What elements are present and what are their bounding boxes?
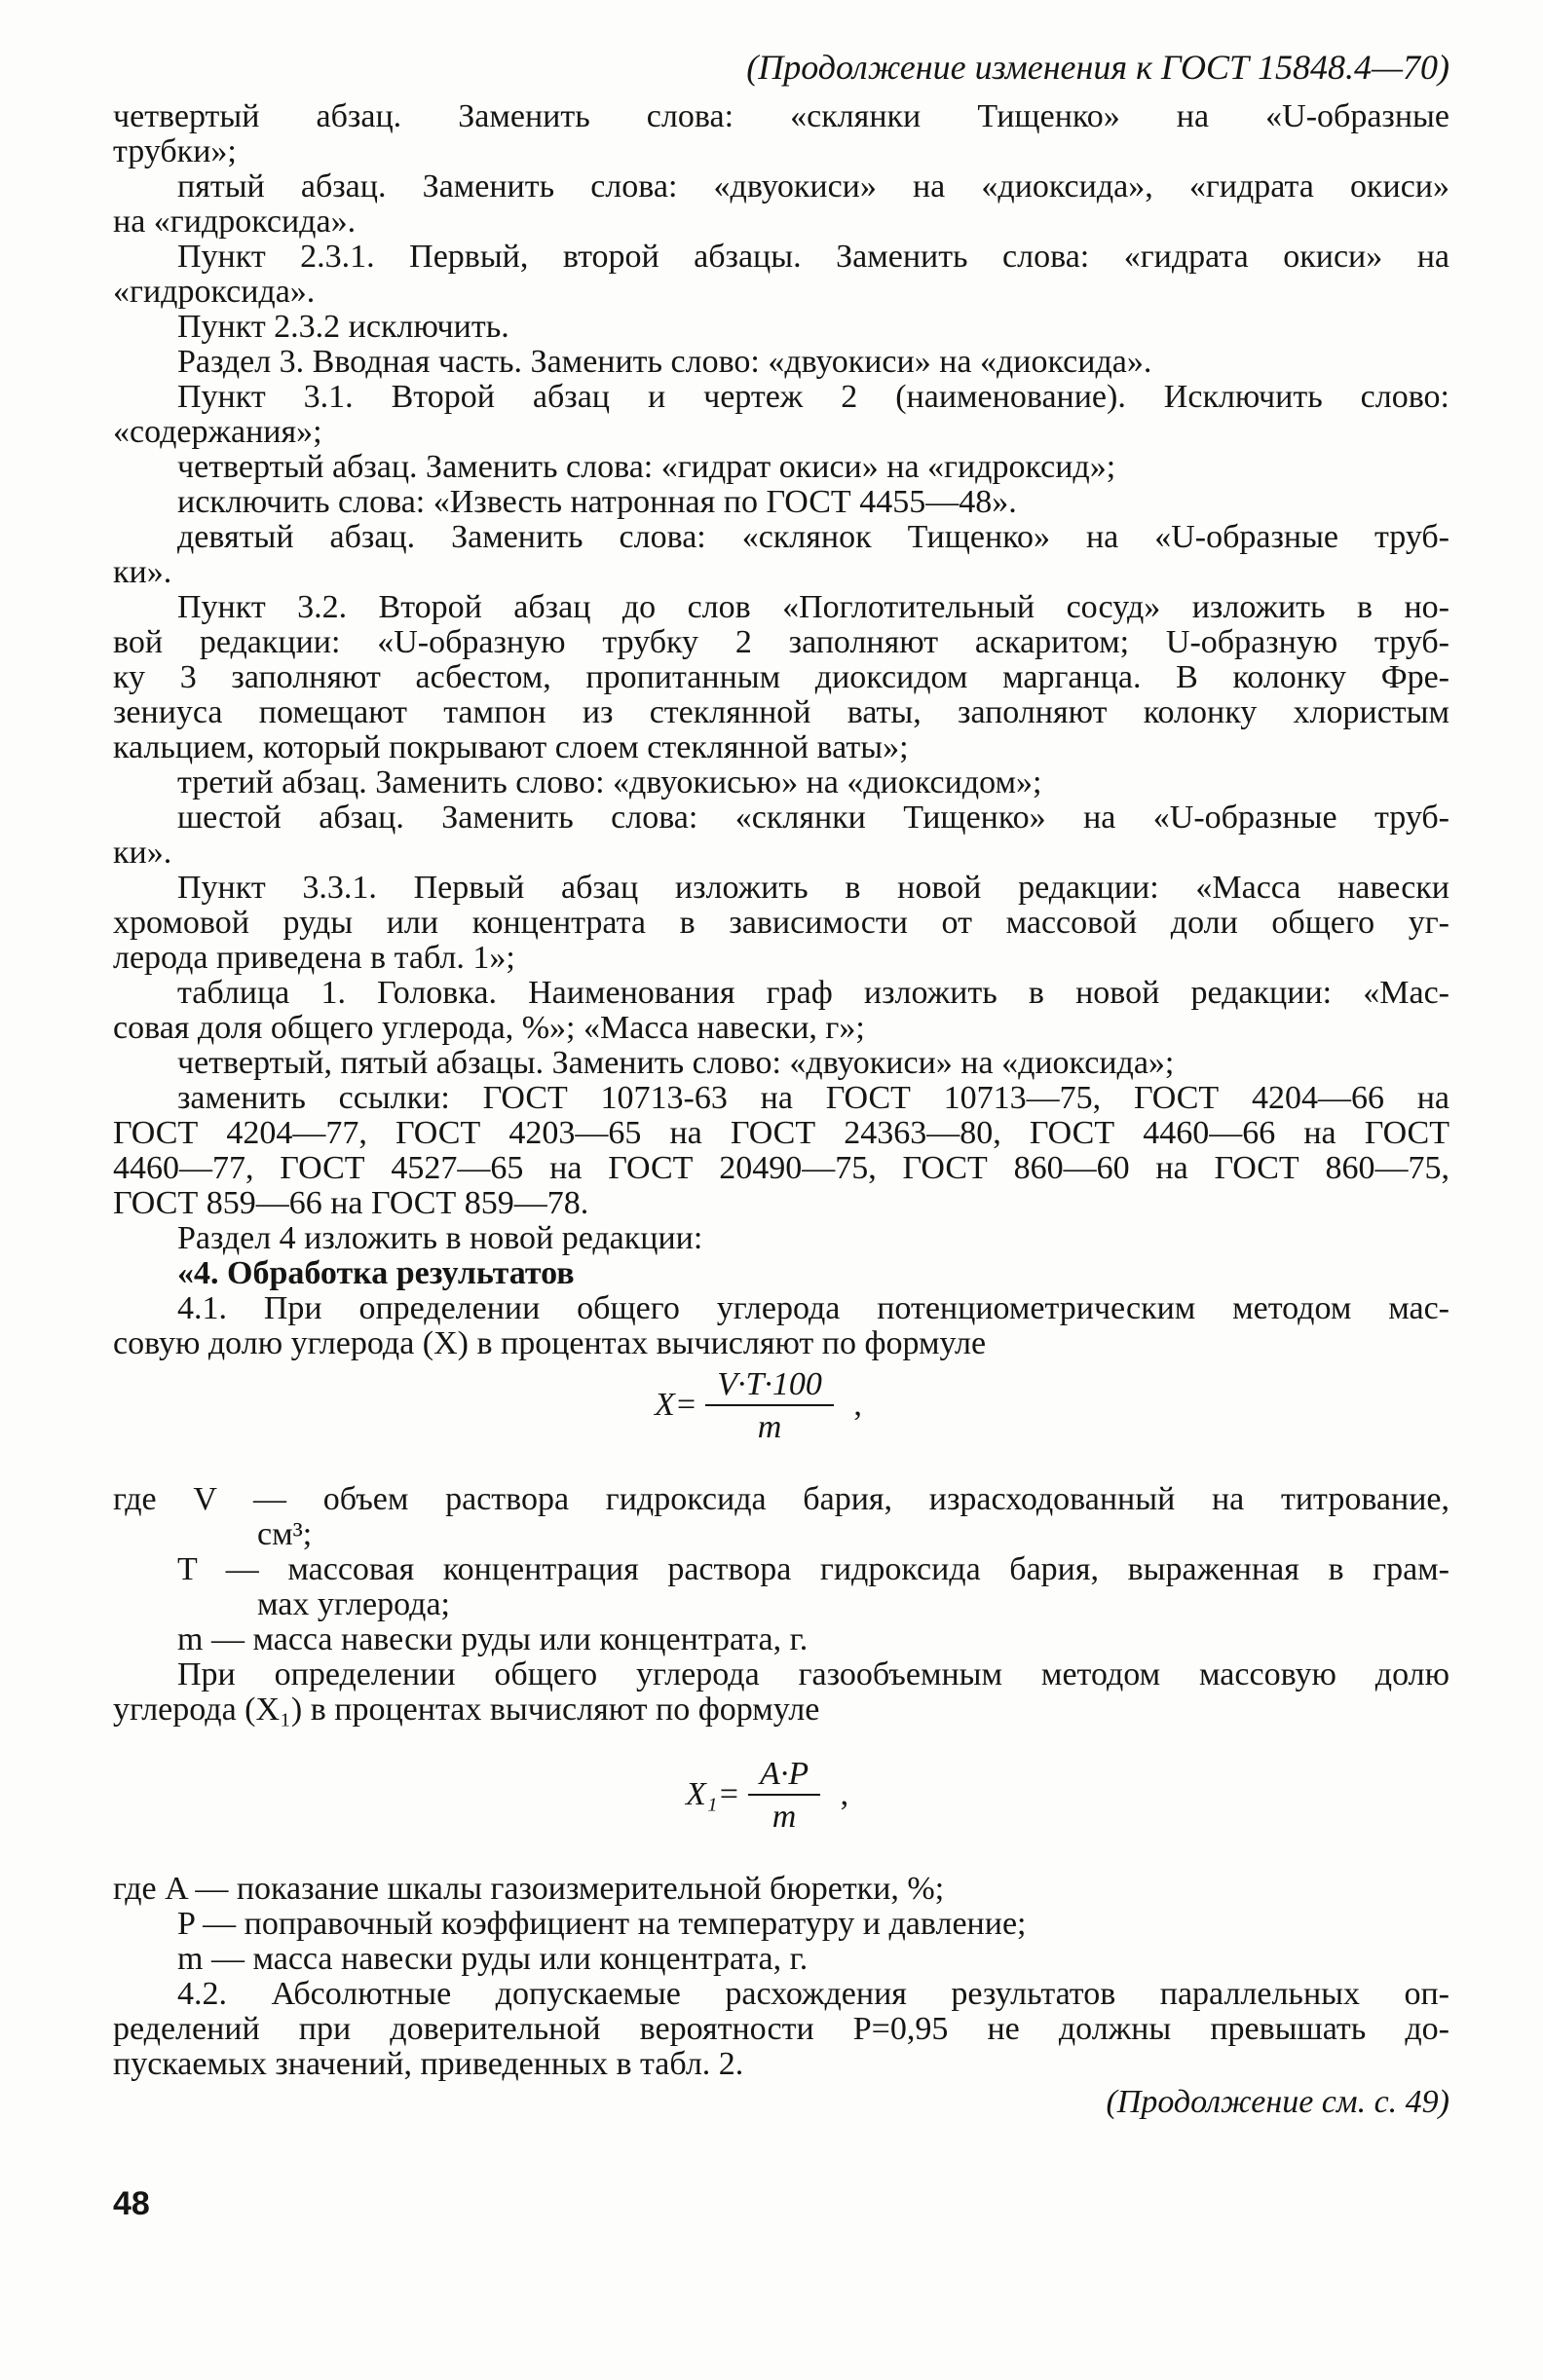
text-line: «содержания»; <box>113 414 322 450</box>
text-line: четвертый абзац. Заменить слова: «склянки Тищенко» на «U-образные <box>113 98 1449 134</box>
text-line: 4460—77, ГОСТ 4527—65 на ГОСТ 20490—75, ГОСТ 860—60 на ГОСТ 860—75, <box>113 1150 1449 1186</box>
text-line: лерода приведена в табл. 1»; <box>113 940 515 976</box>
text-block-top <box>113 99 1449 1361</box>
formula-numerator: A·P <box>748 1755 820 1796</box>
formula-numerator: V·T·100 <box>705 1365 834 1406</box>
text-line: трубки»; <box>113 133 237 169</box>
text-line: m — масса навески руды или концентрата, г. <box>177 1621 809 1657</box>
formula-fraction <box>748 1755 820 1839</box>
formula-lhs: X= <box>655 1386 697 1423</box>
formula-fraction <box>705 1365 834 1449</box>
text-line: ГОСТ 859—66 на ГОСТ 859—78. <box>113 1185 589 1221</box>
page-number: 48 <box>113 2185 150 2222</box>
text-line: 4.2. Абсолютные допускаемые расхождения результатов параллельных оп- <box>177 1976 1449 2012</box>
text-line: m — масса навески руды или концентрата, г. <box>177 1941 809 1977</box>
text-line: Пункт 2.3.1. Первый, второй абзацы. Заменить слова: «гидрата окиси» на <box>177 239 1449 275</box>
text-line: заменить ссылки: ГОСТ 10713-63 на ГОСТ 10713—75, ГОСТ 4204—66 на <box>177 1080 1449 1116</box>
text-line: на «гидроксида». <box>113 204 357 240</box>
text-line: При определении общего углерода газообъемным методом массовую долю <box>177 1656 1449 1692</box>
text-line: хромовой руды или концентрата в зависимости от массовой доли общего уг- <box>113 905 1449 941</box>
text-line: зениуса помещают тампон из стеклянной ваты, заполняют колонку хлористым <box>113 694 1449 730</box>
formula-comma: , <box>853 1386 862 1423</box>
text-line: Пункт 3.1. Второй абзац и чертеж 2 (наименование). Исключить слово: <box>177 379 1449 415</box>
text-line: где A — показание шкалы газоизмерительной бюретки, %; <box>113 1871 945 1907</box>
formula-denominator: m <box>757 1409 782 1445</box>
text-line: T — массовая концентрация раствора гидроксида бария, выраженная в грам- <box>177 1551 1449 1587</box>
formula-x <box>655 1365 862 1449</box>
text-line: «гидроксида». <box>113 274 316 310</box>
text-line: ки». <box>113 554 172 590</box>
text-line: шестой абзац. Заменить слова: «склянки Тищенко» на «U-образные труб- <box>177 800 1449 836</box>
text-line: совая доля общего углерода, %»; «Масса навески, г»; <box>113 1010 865 1046</box>
text-line: Пункт 3.3.1. Первый абзац изложить в новой редакции: «Масса навески <box>177 870 1449 906</box>
text-line: исключить слова: «Известь натронная по ГОСТ 4455—48». <box>177 484 1017 520</box>
text-block-bottom <box>113 1872 1449 2082</box>
text-line: Раздел 4 изложить в новой редакции: <box>177 1220 703 1256</box>
text-line: где V — объем раствора гидроксида бария, израсходованный на титрование, <box>113 1481 1449 1517</box>
text-line: четвертый абзац. Заменить слова: «гидрат окиси» на «гидроксид»; <box>177 449 1116 485</box>
text-line: Раздел 3. Вводная часть. Заменить слово: «двуокиси» на «диоксида». <box>177 344 1152 380</box>
text-line: пускаемых значений, приведенных в табл. 2. <box>113 2046 744 2082</box>
text-line: совую долю углерода (X) в процентах вычисляют по формуле <box>113 1325 987 1361</box>
text-line: четвертый, пятый абзацы. Заменить слово: «двуокиси» на «диоксида»; <box>177 1045 1175 1081</box>
text-line: ределений при доверительной вероятности P=0,95 не должны превышать до- <box>113 2011 1449 2047</box>
text-line: третий абзац. Заменить слово: «двуокисью» на «диоксидом»; <box>177 764 1042 800</box>
text-line: P — поправочный коэффициент на температуру и давление; <box>177 1906 1027 1942</box>
text-line: см³; <box>257 1516 313 1552</box>
text-line: мах углерода; <box>257 1586 451 1622</box>
text-line: кальцием, который покрывают слоем стеклянной ваты»; <box>113 729 909 765</box>
text-line: углерода (X₁) в процентах вычисляют по формуле <box>113 1692 820 1728</box>
text-line: таблица 1. Головка. Наименования граф изложить в новой редакции: «Мас- <box>177 975 1449 1011</box>
text-line: ГОСТ 4204—77, ГОСТ 4203—65 на ГОСТ 24363—80, ГОСТ 4460—66 на ГОСТ <box>113 1115 1449 1151</box>
formula-denominator: m <box>772 1799 797 1835</box>
formula-comma: , <box>840 1775 849 1812</box>
text-line: девятый абзац. Заменить слова: «склянок Тищенко» на «U-образные труб- <box>177 519 1449 555</box>
text-line: 4.1. При определении общего углерода потенциометрическим методом мас- <box>177 1290 1449 1326</box>
section-heading: «4. Обработка результатов <box>177 1255 575 1291</box>
formula-x1 <box>686 1755 848 1839</box>
text-block-middle <box>113 1482 1449 1728</box>
text-line: ку 3 заполняют асбестом, пропитанным диоксидом марганца. В колонку Фре- <box>113 659 1449 695</box>
text-line: пятый абзац. Заменить слова: «двуокиси» на «диоксида», «гидрата окиси» <box>177 168 1449 205</box>
running-header: (Продолжение изменения к ГОСТ 15848.4—70) <box>746 48 1449 87</box>
formula-lhs: X₁= <box>686 1775 740 1812</box>
continuation-note: (Продолжение см. с. 49) <box>1106 2084 1449 2120</box>
text-line: Пункт 3.2. Второй абзац до слов «Поглотительный сосуд» изложить в но- <box>177 589 1449 625</box>
text-line: вой редакции: «U-образную трубку 2 заполняют аскаритом; U-образную труб- <box>113 624 1449 660</box>
text-line: Пункт 2.3.2 исключить. <box>177 309 509 345</box>
text-line: ки». <box>113 835 172 871</box>
